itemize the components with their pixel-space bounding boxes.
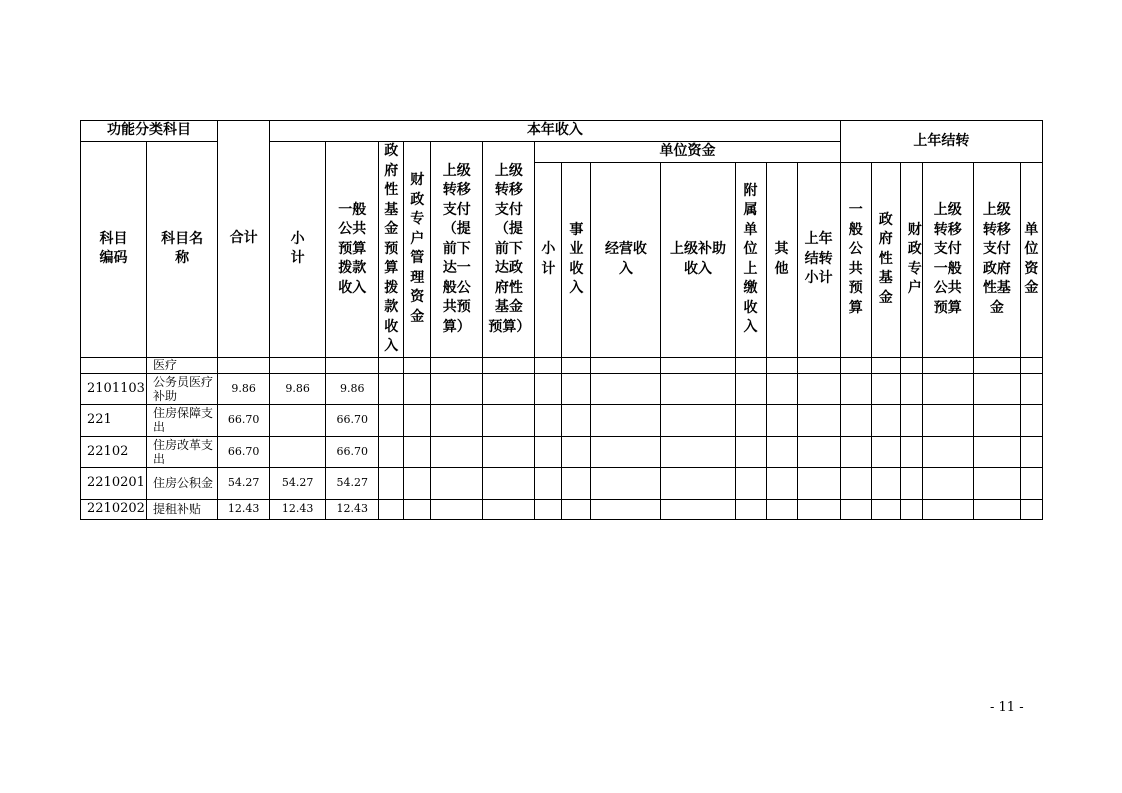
cell-name: 医疗 xyxy=(147,357,218,373)
budget-income-table xyxy=(80,120,1043,520)
cell-general: 9.86 xyxy=(326,373,379,404)
col-header-prior-general: 一般公共预算 xyxy=(840,162,871,357)
group-header-functional-category: 功能分类科目 xyxy=(81,121,218,142)
group-header-current-income: 本年收入 xyxy=(270,121,841,142)
cell-general xyxy=(326,357,379,373)
col-header-transfer-general: 上级转移支付（提前下达一般公共预算） xyxy=(431,142,483,358)
cell-code: 2210201 xyxy=(81,467,147,499)
col-header-subtotal: 小计 xyxy=(270,142,326,358)
col-header-prior-gov-fund: 政府性基金 xyxy=(871,162,900,357)
table-row xyxy=(81,436,1043,467)
col-header-prior-fiscal: 财政专户 xyxy=(900,162,922,357)
cell-code: 2101103 xyxy=(81,373,147,404)
col-header-code: 科目编码 xyxy=(81,142,147,358)
col-header-gov-fund-budget: 政府性基金预算拨款收入 xyxy=(379,142,404,358)
cell-code: 221 xyxy=(81,404,147,436)
cell-name: 住房公积金 xyxy=(147,467,218,499)
cell-subtotal: 12.43 xyxy=(270,499,326,519)
col-header-unit-subtotal: 小计 xyxy=(535,162,562,357)
cell-general: 66.70 xyxy=(326,436,379,467)
table-row xyxy=(81,499,1043,519)
cell-total: 54.27 xyxy=(218,467,270,499)
cell-general: 54.27 xyxy=(326,467,379,499)
col-header-prior-unit-funds: 单位资金 xyxy=(1020,162,1042,357)
table-row xyxy=(81,467,1043,499)
col-header-prior-subtotal: 上年结转小计 xyxy=(797,162,840,357)
cell-name: 公务员医疗补助 xyxy=(147,373,218,404)
col-header-general-public-budget: 一般公共预算拨款收入 xyxy=(326,142,379,358)
col-header-prior-transfer-general: 上级转移支付一般公共预算 xyxy=(922,162,973,357)
cell-name: 住房保障支出 xyxy=(147,404,218,436)
col-header-affiliated-payment: 附属单位上缴收入 xyxy=(735,162,766,357)
page-number: - 11 - xyxy=(990,700,1024,715)
group-header-unit-funds: 单位资金 xyxy=(535,142,840,163)
cell-subtotal: 9.86 xyxy=(270,373,326,404)
cell-name: 提租补贴 xyxy=(147,499,218,519)
col-header-name: 科目名称 xyxy=(147,142,218,358)
col-header-business-income: 事业收入 xyxy=(562,162,591,357)
cell-general: 66.70 xyxy=(326,404,379,436)
cell-total: 66.70 xyxy=(218,436,270,467)
table-row xyxy=(81,404,1043,436)
col-header-other: 其他 xyxy=(766,162,797,357)
cell-general: 12.43 xyxy=(326,499,379,519)
cell-total xyxy=(218,357,270,373)
col-header-transfer-gov: 上级转移支付（提前下达政府性基金预算） xyxy=(483,142,535,358)
col-header-operating-income: 经营收入 xyxy=(591,162,661,357)
cell-total: 9.86 xyxy=(218,373,270,404)
cell-total: 66.70 xyxy=(218,404,270,436)
cell-subtotal xyxy=(270,357,326,373)
cell-subtotal: 54.27 xyxy=(270,467,326,499)
col-header-total: 合计 xyxy=(218,121,270,358)
cell-name: 住房改革支出 xyxy=(147,436,218,467)
cell-subtotal xyxy=(270,436,326,467)
col-header-superior-subsidy: 上级补助收入 xyxy=(661,162,735,357)
group-header-prior-carryover: 上年结转 xyxy=(840,121,1042,163)
cell-total: 12.43 xyxy=(218,499,270,519)
table-row xyxy=(81,373,1043,404)
col-header-fiscal-special: 财政专户管理资金 xyxy=(404,142,431,358)
col-header-prior-transfer-gov: 上级转移支付政府性基金 xyxy=(973,162,1020,357)
cell-subtotal xyxy=(270,404,326,436)
cell-code: 2210202 xyxy=(81,499,147,519)
cell-code: 22102 xyxy=(81,436,147,467)
table-row xyxy=(81,357,1043,373)
cell-code xyxy=(81,357,147,373)
